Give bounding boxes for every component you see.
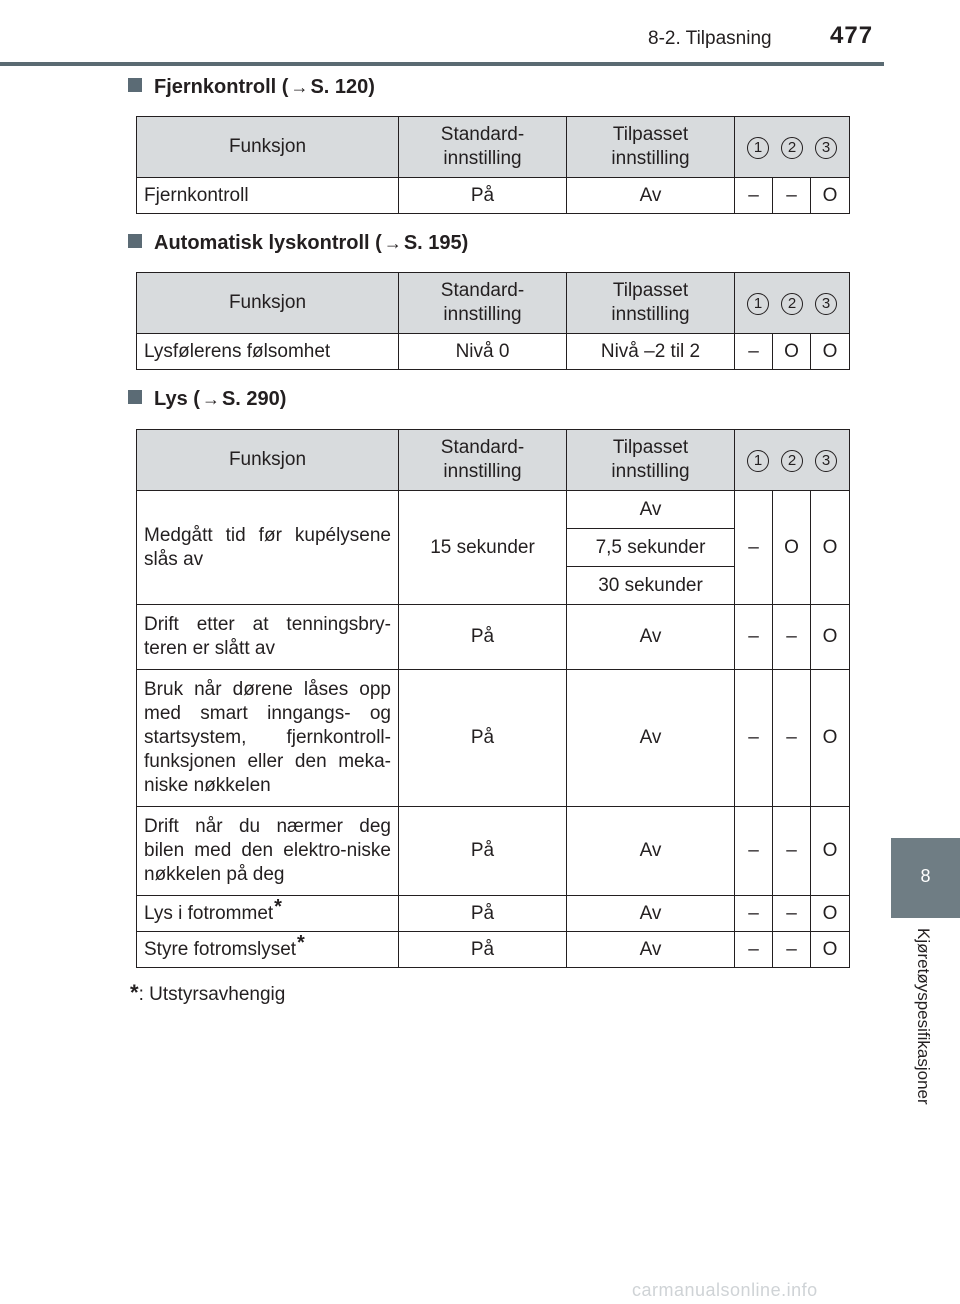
col-standard: Standard- innstilling bbox=[399, 117, 567, 178]
chapter-tab[interactable] bbox=[891, 838, 960, 918]
page-reference-link[interactable]: S. 120) bbox=[310, 76, 375, 98]
col-standard: Standard- innstilling bbox=[399, 273, 567, 334]
watermark: carmanualsonline.info bbox=[632, 1280, 818, 1300]
cell-c1: – bbox=[735, 670, 773, 807]
cell-c1: – bbox=[735, 896, 773, 932]
cell-tilpasset-option: 30 sekunder bbox=[567, 567, 735, 605]
table-row bbox=[137, 178, 850, 214]
circled-2-icon: 2 bbox=[781, 450, 803, 472]
table-row bbox=[137, 896, 850, 932]
page-reference-link[interactable]: S. 195) bbox=[403, 232, 469, 254]
chapter-tab-number: 8 bbox=[920, 866, 931, 886]
cell-standard: Nivå 0 bbox=[399, 334, 567, 370]
circled-1-icon: 1 bbox=[747, 450, 769, 472]
chapter-tab-label: Kjøretøyspesifikasjoner bbox=[914, 928, 933, 1105]
section-bullet-icon bbox=[128, 390, 142, 404]
section-bullet-icon bbox=[128, 234, 142, 248]
cell-funksjon: Lys i fotrommet* bbox=[137, 896, 399, 932]
cell-c3: O bbox=[811, 670, 850, 807]
cell-funksjon: Fjernkontroll bbox=[137, 178, 399, 214]
table-header-row bbox=[137, 430, 850, 491]
cell-standard: På bbox=[399, 605, 567, 670]
cell-c2: – bbox=[773, 896, 811, 932]
section-heading-fjernkontroll bbox=[128, 76, 375, 99]
heading-text: Fjernkontroll ( bbox=[154, 76, 289, 98]
table-lys bbox=[136, 429, 850, 968]
cell-funksjon: Styre fotromslyset* bbox=[137, 932, 399, 968]
circled-1-icon: 1 bbox=[747, 293, 769, 315]
cell-standard: På bbox=[399, 932, 567, 968]
running-header-title: 8-2. Tilpasning bbox=[648, 28, 772, 49]
cell-c2: – bbox=[773, 178, 811, 214]
section-heading-lys bbox=[128, 388, 286, 411]
cell-funksjon: Bruk når dørene låses opp med smart inngangs- og startsystem, fjernkontroll-funksjonen eller den meka-niske nøkkelen bbox=[137, 670, 399, 807]
cell-tilpasset: Av bbox=[567, 670, 735, 807]
cell-c3: O bbox=[811, 491, 850, 605]
arrow-icon: → bbox=[201, 389, 220, 409]
col-settings-methods bbox=[735, 273, 850, 334]
cell-standard: 15 sekunder bbox=[399, 491, 567, 605]
cell-c1: – bbox=[735, 334, 773, 370]
table-row bbox=[137, 334, 850, 370]
circled-3-icon: 3 bbox=[815, 137, 837, 159]
cell-c3: O bbox=[811, 807, 850, 896]
table-row bbox=[137, 491, 850, 529]
col-funksjon: Funksjon bbox=[137, 117, 399, 178]
cell-tilpasset: Av bbox=[567, 178, 735, 214]
footnote-star-icon: * bbox=[130, 980, 139, 1005]
cell-funksjon: Drift etter at tenningsbry-teren er slått av bbox=[137, 605, 399, 670]
footnote-text: : Utstyrsavhengig bbox=[138, 984, 286, 1005]
cell-c2: – bbox=[773, 807, 811, 896]
col-tilpasset: Tilpasset innstilling bbox=[567, 273, 735, 334]
cell-tilpasset-option: 7,5 sekunder bbox=[567, 529, 735, 567]
table-row bbox=[137, 605, 850, 670]
circled-3-icon: 3 bbox=[815, 450, 837, 472]
cell-standard: På bbox=[399, 178, 567, 214]
arrow-icon: → bbox=[290, 77, 309, 97]
cell-c3: O bbox=[811, 605, 850, 670]
cell-c3: O bbox=[811, 932, 850, 968]
section-heading-automatisk-lyskontroll bbox=[128, 232, 468, 255]
cell-funksjon: Drift når du nærmer deg bilen med den elektro-niske nøkkelen på deg bbox=[137, 807, 399, 896]
page-reference-link[interactable]: S. 290) bbox=[221, 388, 287, 410]
cell-standard: På bbox=[399, 670, 567, 807]
cell-c2: – bbox=[773, 605, 811, 670]
cell-c3: O bbox=[811, 896, 850, 932]
cell-c2: – bbox=[773, 670, 811, 807]
cell-c2: – bbox=[773, 932, 811, 968]
table-automatisk-lyskontroll bbox=[136, 272, 850, 370]
table-row bbox=[137, 670, 850, 807]
col-settings-methods bbox=[735, 117, 850, 178]
cell-c1: – bbox=[735, 491, 773, 605]
table-header-row bbox=[137, 273, 850, 334]
table-row bbox=[137, 807, 850, 896]
col-funksjon: Funksjon bbox=[137, 273, 399, 334]
cell-c3: O bbox=[811, 334, 850, 370]
cell-tilpasset: Av bbox=[567, 932, 735, 968]
cell-tilpasset: Av bbox=[567, 896, 735, 932]
cell-funksjon: Medgått tid før kupélysene slås av bbox=[137, 491, 399, 605]
arrow-icon: → bbox=[383, 233, 402, 253]
header-rule bbox=[0, 62, 884, 66]
cell-tilpasset: Av bbox=[567, 605, 735, 670]
table-header-row bbox=[137, 117, 850, 178]
circled-2-icon: 2 bbox=[781, 293, 803, 315]
heading-text: Automatisk lyskontroll ( bbox=[154, 232, 382, 254]
cell-c1: – bbox=[735, 178, 773, 214]
circled-2-icon: 2 bbox=[781, 137, 803, 159]
heading-text: Lys ( bbox=[154, 388, 200, 410]
col-tilpasset: Tilpasset innstilling bbox=[567, 117, 735, 178]
section-bullet-icon bbox=[128, 78, 142, 92]
cell-standard: På bbox=[399, 896, 567, 932]
cell-c2: O bbox=[773, 491, 811, 605]
circled-3-icon: 3 bbox=[815, 293, 837, 315]
cell-tilpasset: Nivå –2 til 2 bbox=[567, 334, 735, 370]
col-standard: Standard- innstilling bbox=[399, 430, 567, 491]
cell-standard: På bbox=[399, 807, 567, 896]
col-settings-methods bbox=[735, 430, 850, 491]
cell-c1: – bbox=[735, 807, 773, 896]
cell-funksjon: Lysfølerens følsomhet bbox=[137, 334, 399, 370]
cell-c3: O bbox=[811, 178, 850, 214]
cell-tilpasset: Av bbox=[567, 807, 735, 896]
page-number: 477 bbox=[830, 22, 874, 49]
circled-1-icon: 1 bbox=[747, 137, 769, 159]
table-fjernkontroll bbox=[136, 116, 850, 214]
cell-c1: – bbox=[735, 605, 773, 670]
cell-c2: O bbox=[773, 334, 811, 370]
cell-tilpasset-option: Av bbox=[567, 491, 735, 529]
footnote bbox=[130, 980, 285, 1006]
footnote-star-icon: * bbox=[297, 932, 305, 954]
table-row bbox=[137, 932, 850, 968]
col-tilpasset: Tilpasset innstilling bbox=[567, 430, 735, 491]
footnote-star-icon: * bbox=[274, 896, 282, 918]
cell-c1: – bbox=[735, 932, 773, 968]
col-funksjon: Funksjon bbox=[137, 430, 399, 491]
